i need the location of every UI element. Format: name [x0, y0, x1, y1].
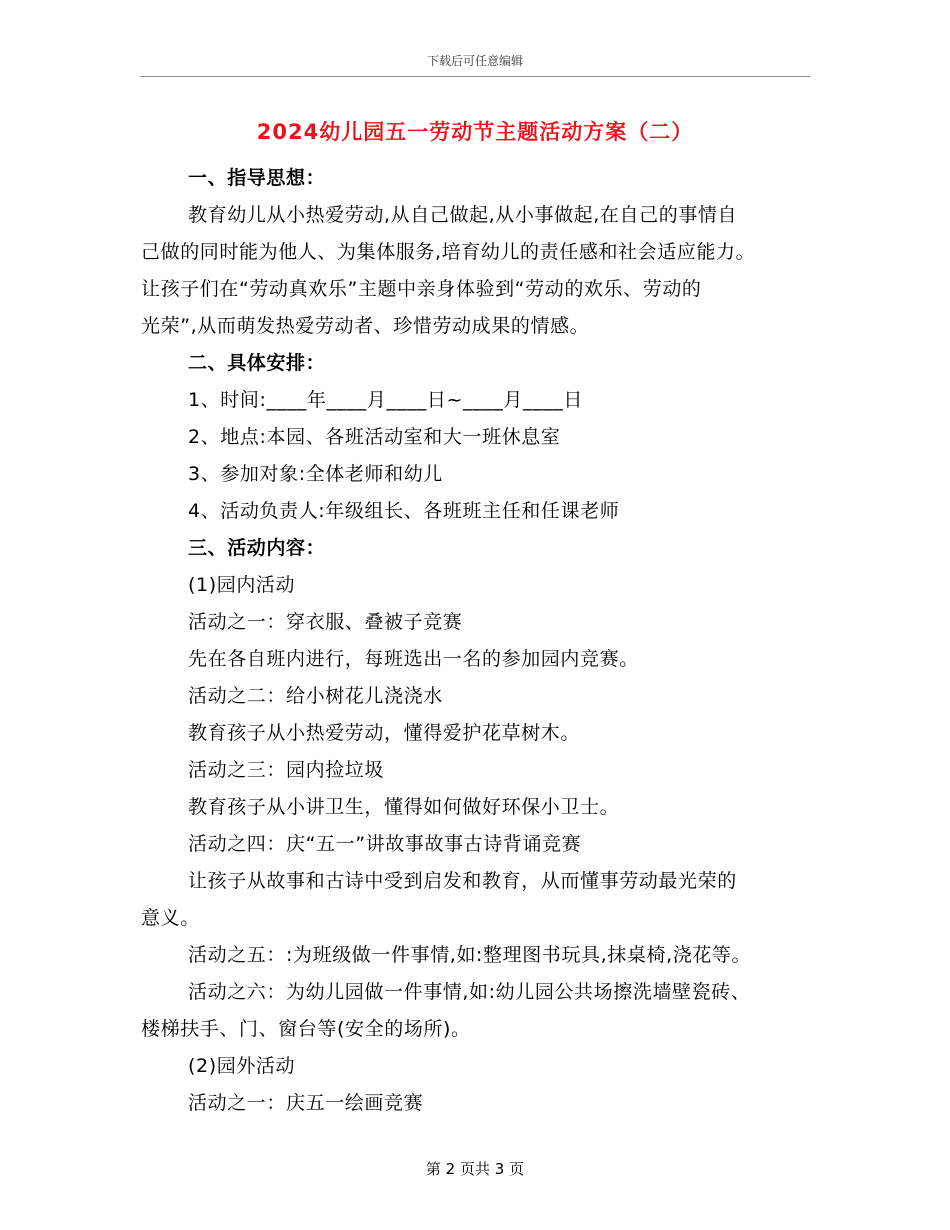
activity-description: 意义。	[141, 907, 200, 929]
activity-title: 活动之六：为幼儿园做一件事情,如:幼儿园公共场擦洗墙壁瓷砖、	[188, 981, 751, 1003]
header-divider	[140, 76, 810, 77]
paragraph-line: 教育幼儿从小热爱劳动,从自己做起,从小事做起,在自己的事情自	[188, 204, 738, 226]
activity-description: 让孩子从故事和古诗中受到启发和教育，从而懂事劳动最光荣的	[188, 870, 737, 892]
activity-title: 活动之一：穿衣服、叠被子竞赛	[188, 611, 463, 633]
section-heading-arrangements: 二、具体安排：	[188, 352, 326, 374]
list-item-location: 2、地点:本园、各班活动室和大一班休息室	[188, 426, 561, 448]
paragraph-line: 光荣”,从而萌发热爱劳动者、珍惜劳动成果的情感。	[141, 315, 590, 337]
activity-description: 教育孩子从小讲卫生，懂得如何做好环保小卫士。	[188, 796, 620, 818]
paragraph-line: 己做的同时能为他人、为集体服务,培育幼儿的责任感和社会适应能力。	[141, 241, 756, 263]
list-item-participants: 3、参加对象:全体老师和幼儿	[188, 463, 443, 485]
paragraph-line: 让孩子们在“劳动真欢乐”主题中亲身体验到“劳动的欢乐、劳动的	[141, 278, 702, 300]
activity-title: 活动之五：:为班级做一件事情,如:整理图书玩具,抹桌椅,浇花等。	[188, 944, 752, 966]
page-header: 下载后可任意编辑	[426, 54, 523, 68]
list-item-time: 1、时间:____年____月____日~____月____日	[188, 389, 584, 411]
page-number: 第 2 页共 3 页	[425, 1160, 525, 1178]
activity-title: 活动之四：庆“五一”讲故事故事古诗背诵竞赛	[188, 833, 582, 855]
section-heading-activities: 三、活动内容：	[188, 537, 326, 559]
activity-description: 先在各自班内进行，每班选出一名的参加园内竞赛。	[188, 648, 639, 670]
activity-description: 教育孩子从小热爱劳动，懂得爱护花草树木。	[188, 722, 581, 744]
activity-title: 活动之一：庆五一绘画竞赛	[188, 1092, 424, 1114]
document-title: 2024幼儿园五一劳动节主题活动方案（二）	[256, 120, 694, 144]
section-heading-guiding-ideology: 一、指导思想：	[188, 167, 326, 189]
subheading-outdoor-activities: (2)园外活动	[188, 1055, 296, 1077]
activity-description: 楼梯扶手、门、窗台等(安全的场所)。	[141, 1018, 471, 1040]
document-body	[141, 160, 811, 1122]
subheading-indoor-activities: (1)园内活动	[188, 574, 296, 596]
list-item-organizer: 4、活动负责人:年级组长、各班班主任和任课老师	[188, 500, 620, 522]
activity-title: 活动之三：园内捡垃圾	[188, 759, 385, 781]
activity-title: 活动之二：给小树花儿浇浇水	[188, 685, 443, 707]
